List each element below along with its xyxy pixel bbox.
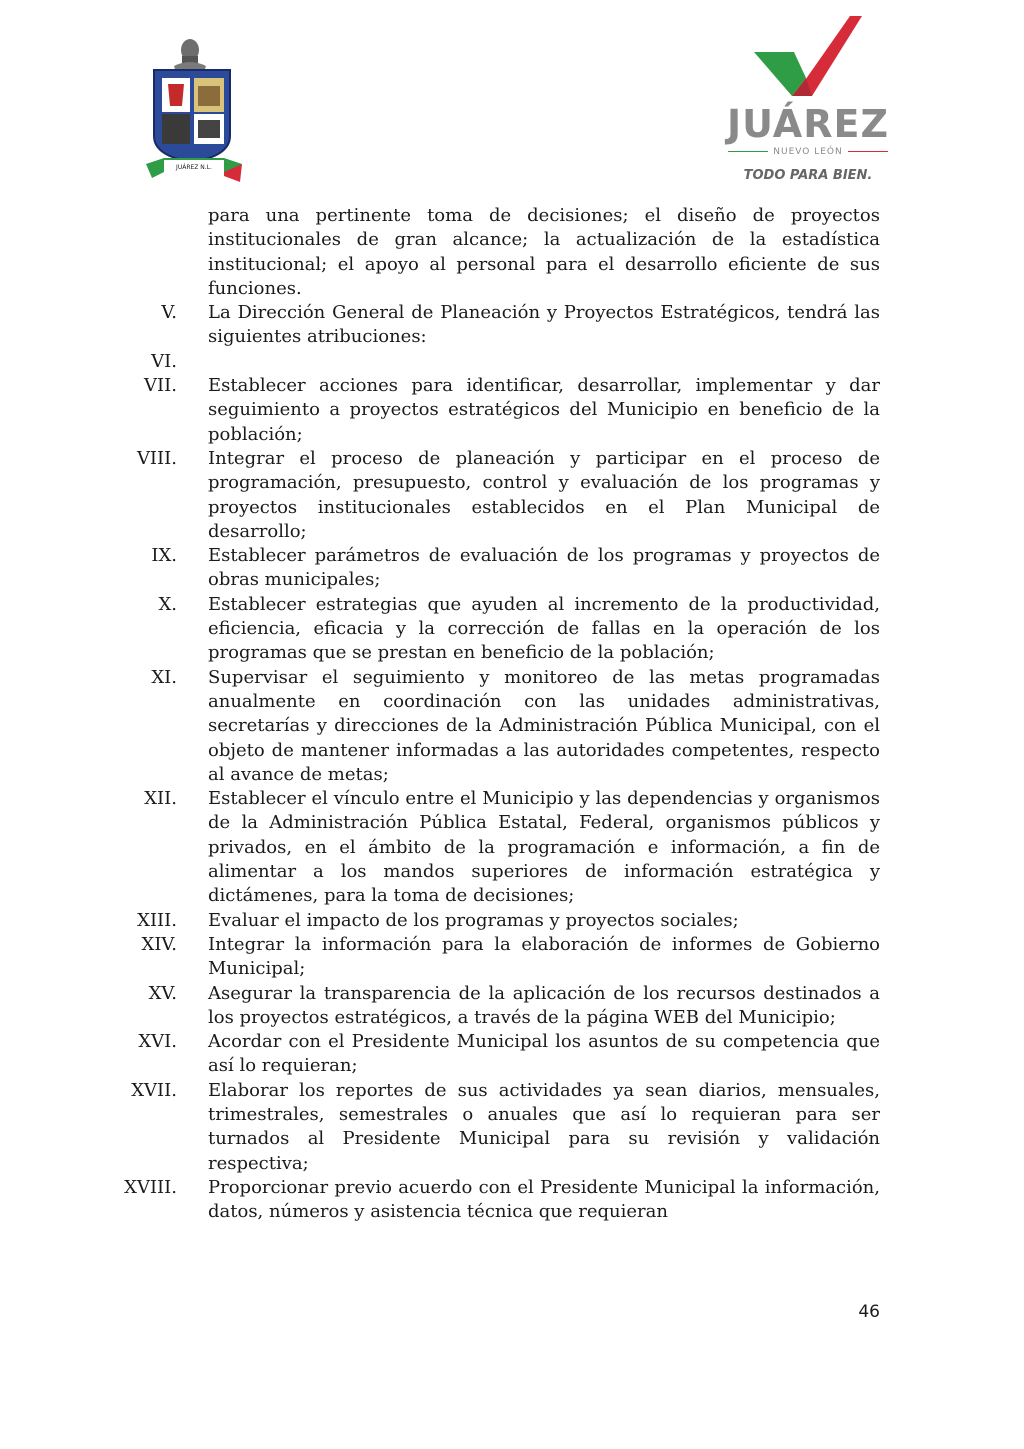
item-text: Proporcionar previo acuerdo con el Presidente Municipal la información, datos, números y asistencia técnica que requieran [208,1176,880,1223]
list-item [100,350,880,374]
logo-title: JUÁREZ [726,102,889,146]
list-item [100,204,880,301]
item-text: Acordar con el Presidente Municipal los asuntos de su competencia que así lo requieran; [208,1031,880,1077]
list-item [100,1176,880,1225]
list-item [100,1079,880,1176]
item-text: Integrar el proceso de planeación y participar en el proceso de programación, presupuesto, control y evaluación de los programas y proyectos institucionales establecidos en el Plan Municipal de desarrollo; [208,447,880,542]
item-number: XVII. [131,1079,177,1101]
item-text: Evaluar el impacto de los programas y proyectos sociales; [208,909,739,931]
item-number: XIV. [141,933,177,955]
logo-slogan: TODO PARA BIEN. [743,168,873,183]
item-number: XV. [148,982,177,1004]
list-item [100,447,880,544]
list-item [100,593,880,666]
item-text: Establecer el vínculo entre el Municipio y las dependencias y organismos de la Administración Pública Estatal, Federal, organismos públicos y privados, en el ámbito de la programación e información, a fin de alimentar a los mandos superiores de información estratégica y dictámenes, para la toma de decisiones; [208,788,880,907]
juarez-logo [718,14,898,183]
document-body [100,204,880,1224]
item-number: X. [158,593,177,615]
list-item [100,933,880,982]
item-text: Establecer acciones para identificar, desarrollar, implementar y dar seguimiento a proyectos estratégicos del Municipio en beneficio de la población; [208,375,880,445]
list-item [100,544,880,593]
crest-banner-text: JUÁREZ N.L. [176,164,212,171]
item-number: VII. [144,375,177,397]
item-text: Establecer estrategias que ayuden al incremento de la productividad, eficiencia, eficacia y la corrección de fallas en la operación de los programas que se prestan en beneficio de la población; [208,593,880,664]
item-number: V. [161,302,177,324]
item-number: XIII. [137,909,177,931]
item-text: La Dirección General de Planeación y Proyectos Estratégicos, tendrá las siguientes atribuciones: [208,302,880,348]
municipal-crest [144,36,244,184]
list-item [100,982,880,1031]
crest-shield-icon [144,36,244,184]
page-number: 46 [858,1302,880,1322]
list-item [100,374,880,447]
list-item [100,909,880,933]
item-number: XVI. [138,1031,177,1053]
logo-subtitle: NUEVO LEÓN [718,147,898,157]
item-text: Supervisar el seguimiento y monitoreo de las metas programadas anualmente en coordinación con las unidades administrativas, secretarías y direcciones de la Administración Pública Municipal, con el objeto de mantener informadas a las autoridades competentes, respecto al avance de metas; [208,666,880,785]
item-number: XII. [144,788,177,810]
list-item [100,787,880,908]
list-item [100,1030,880,1079]
item-number: XVIII. [124,1176,177,1198]
item-text: Asegurar la transparencia de la aplicación de los recursos destinados a los proyectos estratégicos, a través de la página WEB del Municipio; [208,982,880,1028]
item-text: para una pertinente toma de decisiones; el diseño de proyectos institucionales de gran alcance; la actualización de la estadística institucional; el apoyo al personal para el desarrollo eficiente de sus funciones. [208,205,880,299]
item-text: Integrar la información para la elaboración de informes de Gobierno Municipal; [208,933,880,980]
item-number: XI. [151,666,177,688]
item-number: VIII. [136,447,177,469]
item-text: Establecer parámetros de evaluación de los programas y proyectos de obras municipales; [208,545,880,591]
list-item [100,301,880,350]
item-number: VI. [151,350,177,372]
check-mark-icon [754,14,864,100]
list-item [100,666,880,787]
item-text: Elaborar los reportes de sus actividades ya sean diarios, mensuales, trimestrales, semestrales o anuales que así lo requieran para ser turnados al Presidente Municipal para su revisión y validación respectiva; [208,1079,880,1174]
item-number: IX. [151,545,177,567]
